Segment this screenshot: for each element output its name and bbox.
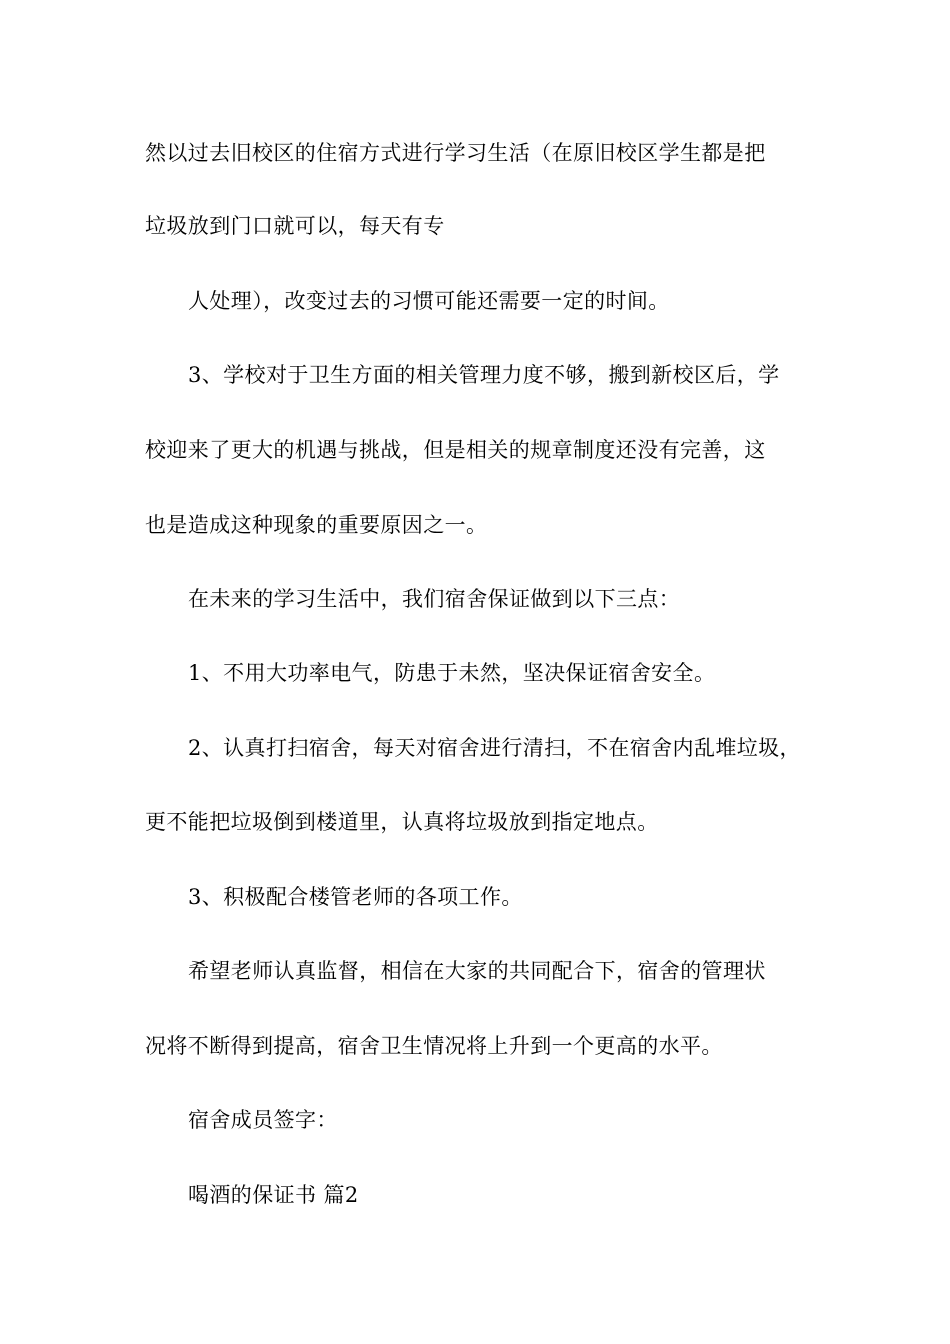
text-line: 也是造成这种现象的重要原因之一。 [145,513,488,537]
text-line: 况将不断得到提高，宿舍卫生情况将上升到一个更高的水平。 [145,1034,723,1058]
text-line: 3、学校对于卫生方面的相关管理力度不够，搬到新校区后，学 [188,363,780,387]
text-line: 在未来的学习生活中，我们宿舍保证做到以下三点： [188,587,681,611]
text-line: 人处理），改变过去的习惯可能还需要一定的时间。 [188,289,670,313]
text-line: 垃圾放到门口就可以，每天有专 [145,214,445,238]
section-heading: 喝酒的保证书 篇2 [188,1183,359,1207]
text-line: 更不能把垃圾倒到楼道里，认真将垃圾放到指定地点。 [145,810,659,834]
text-line: 3、积极配合楼管老师的各项工作。 [188,885,523,909]
text-line: 宿舍成员签字： [188,1108,338,1132]
text-line: 然以过去旧校区的住宿方式进行学习生活（在原旧校区学生都是把 [145,141,766,165]
text-line: 校迎来了更大的机遇与挑战，但是相关的规章制度还没有完善，这 [145,438,766,462]
text-line: 希望老师认真监督，相信在大家的共同配合下，宿舍的管理状 [188,959,766,983]
text-line: 1、不用大功率电气，防患于未然，坚决保证宿舍安全。 [188,661,716,685]
text-line: 2、认真打扫宿舍，每天对宿舍进行清扫，不在宿舍内乱堆垃圾， [188,736,801,760]
